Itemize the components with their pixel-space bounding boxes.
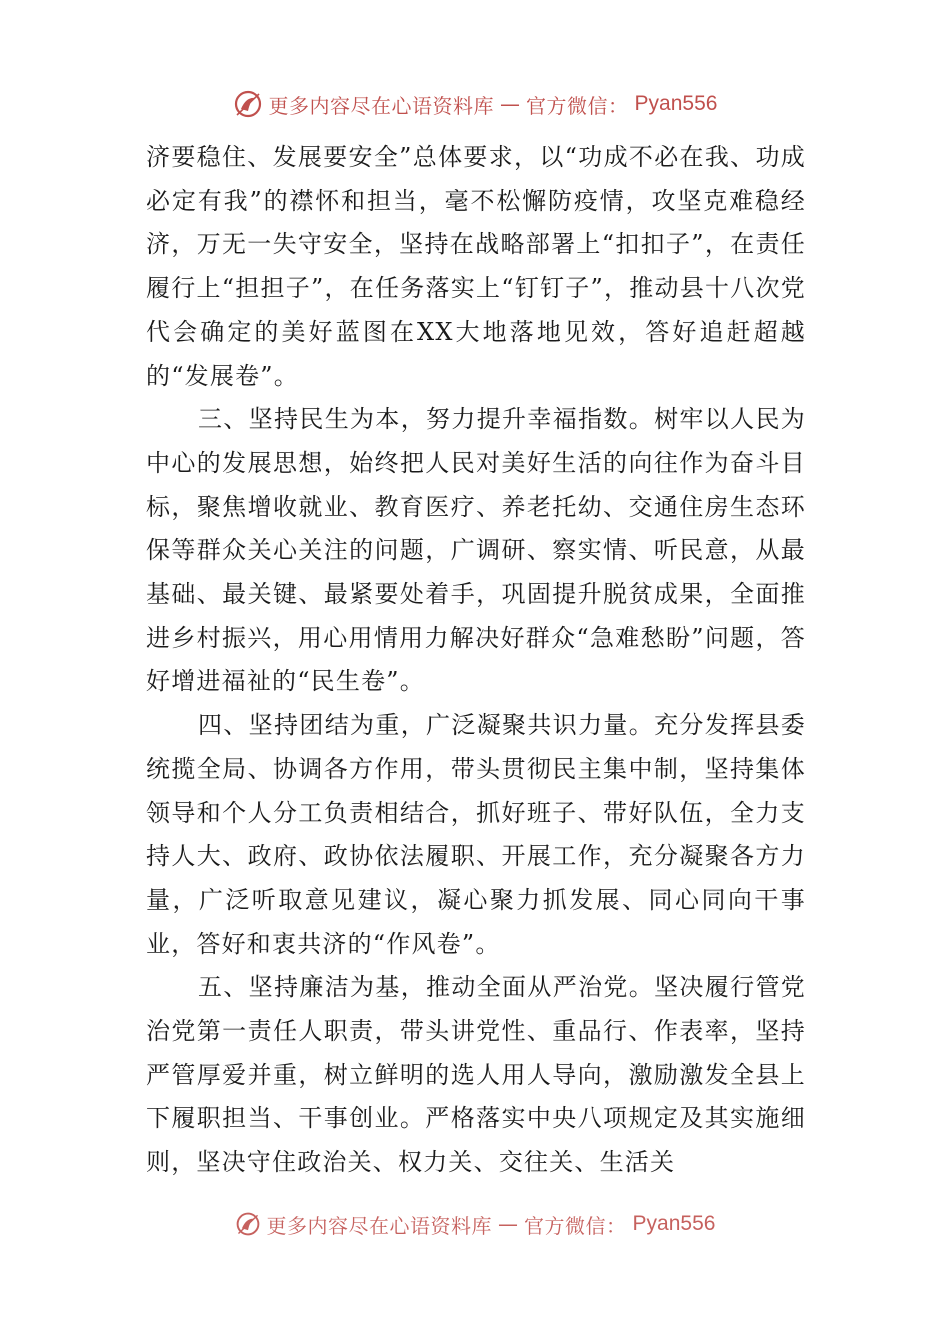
paragraph-continuation: 济要稳住、发展要安全”总体要求，以“功成不必在我、功成必定有我”的襟怀和担当，毫不松懈防疫情，攻坚克难稳经济，万无一失守安全，坚持在战略部署上“扣扣子”，在责任履行上“担担子”，在任务落实上“钉钉子”，推动县十八次党代会确定的美好蓝图在XX大地落地见效，答好追赶超越的“发展卷”。 bbox=[146, 143, 806, 390]
watermark-separator: — bbox=[498, 1212, 519, 1236]
header-watermark bbox=[0, 84, 950, 124]
document-body bbox=[146, 136, 806, 1185]
watermark-logo-icon bbox=[235, 1211, 261, 1237]
watermark-text: 更多内容尽在心语资料库 bbox=[268, 93, 495, 118]
watermark-logo-icon bbox=[233, 89, 263, 119]
watermark-official-label: 官方微信： bbox=[526, 93, 629, 118]
watermark-text: 更多内容尽在心语资料库 bbox=[266, 1213, 493, 1238]
watermark-official-label: 官方微信： bbox=[524, 1213, 627, 1238]
paragraph-section-4: 四、坚持团结为重，广泛凝聚共识力量。充分发挥县委统揽全局、协调各方作用，带头贯彻民主集中制，坚持集体领导和个人分工负责相结合，抓好班子、带好队伍，全力支持人大、政府、政协依法履职、开展工作，充分凝聚各方力量，广泛听取意见建议，凝心聚力抓发展、同心同向干事业，答好和衷共济的“作风卷”。 bbox=[146, 711, 806, 958]
watermark-separator: — bbox=[500, 92, 521, 116]
watermark-wechat-id: Pyan556 bbox=[634, 92, 718, 115]
paragraph-section-3: 三、坚持民生为本，努力提升幸福指数。树牢以人民为中心的发展思想，始终把人民对美好生活的向往作为奋斗目标，聚焦增收就业、教育医疗、养老托幼、交通住房生态环保等群众关心关注的问题，广调研、察实情、听民意，从最基础、最关键、最紧要处着手，巩固提升脱贫成果，全面推进乡村振兴，用心用情用力解决好群众“急难愁盼”问题，答好增进福祉的“民生卷”。 bbox=[146, 405, 806, 696]
watermark-wechat-id: Pyan556 bbox=[632, 1212, 716, 1235]
paragraph-section-5: 五、坚持廉洁为基，推动全面从严治党。坚决履行管党治党第一责任人职责，带头讲党性、重品行、作表率，坚持严管厚爱并重，树立鲜明的选人用人导向，激励激发全县上下履职担当、干事创业。严格落实中央八项规定及其实施细则，坚决守住政治关、权力关、交往关、生活关 bbox=[146, 973, 806, 1177]
footer-watermark bbox=[0, 1206, 950, 1242]
